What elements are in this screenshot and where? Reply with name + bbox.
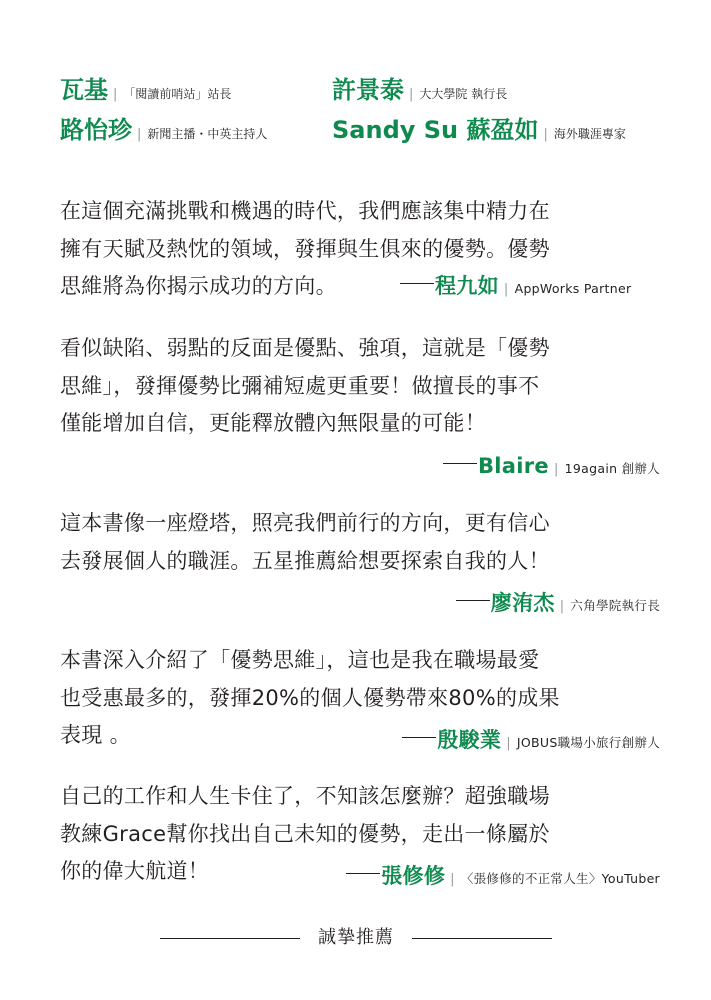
attribution [400,268,631,309]
testimonial [60,642,660,757]
dash-rule [443,463,477,464]
separator: | [559,599,565,614]
quote-line: 你的偉大航道！ [60,859,210,883]
separator: | [137,127,142,142]
endorser-name: 瓦基 [60,76,108,104]
quote-line: 思維」，發揮優勢比彌補短處更重要！做擅長的事不 [60,373,540,398]
footer [160,925,552,951]
attribution-role: 19again 創辦人 [564,461,660,476]
endorser-title: 大大學院 執行長 [419,87,508,101]
endorser-title: 新聞主播・中英主持人 [147,127,268,141]
endorser [60,70,231,105]
endorser-list [60,70,680,150]
endorser-row [60,70,680,110]
quote-line: 擁有天賦及熱忱的領域，發揮與生俱來的優勢。優勢 [60,236,550,261]
attribution-name: 程九如 [435,274,499,298]
attribution [346,858,660,899]
attribution [402,722,660,763]
dash-rule [346,873,380,874]
quote-line: 在這個充滿挑戰和機遇的時代，我們應該集中精力在 [60,199,550,223]
separator: | [450,872,455,887]
attribution-role: JOBUS職場小旅行創辦人 [516,735,660,750]
attribution [443,448,660,489]
attribution-role: AppWorks Partner [514,281,632,296]
separator: | [506,736,511,751]
quote-line: 僅能增加自信，更能釋放體內無限量的可能！ [60,411,486,435]
testimonial [60,505,660,625]
quote-line: 教練Grace幫你找出自己未知的優勢，走出一條屬於 [60,821,550,846]
separator: | [409,87,414,102]
attribution-name: Blaire [477,454,549,478]
attribution-role: 〈張修修的不正常人生〉YouTuber [460,871,660,886]
attribution-name: 張修修 [381,864,446,888]
endorser-title: 「閱讀前哨站」站長 [123,87,232,101]
attribution-name: 廖洧杰 [490,591,555,615]
testimonial [60,193,660,308]
quote-line: 看似缺陷、弱點的反面是優點、強項，這就是「優勢 [60,336,550,360]
attribution [456,585,660,626]
endorser-name: 許景泰 [332,76,404,104]
quote-line: 這本書像一座燈塔，照亮我們前行的方向，更有信心 [60,511,550,535]
quote-line: 自己的工作和人生卡住了，不知該怎麼辦？超強職場 [60,784,550,808]
quote-line: 思維將為你揭示成功的方向。 [60,274,337,298]
quote-line: 去發展個人的職涯。五星推薦給想要探索自我的人！ [60,548,550,573]
attribution-role: 六角學院執行長 [570,598,660,613]
testimonial [60,330,660,490]
quote-line: 本書深入介紹了「優勢思維」，這也是我在職場最愛 [60,648,540,672]
attribution-name: 殷駿業 [437,728,502,752]
footer-rule-right [412,938,552,939]
quote-line: 表現 。 [60,723,131,747]
dash-rule [456,600,490,601]
separator: | [553,462,559,477]
testimonial [60,778,660,893]
dash-rule [400,283,434,284]
endorser [332,110,626,145]
separator: | [113,87,118,102]
separator: | [503,282,509,297]
endorser-name: 路怡珍 [60,116,132,144]
dash-rule [402,737,436,738]
endorser-name: Sandy Su 蘇盈如 [332,116,539,144]
quote-line: 也受惠最多的，發揮20%的個人優勢帶來80%的成果 [60,685,560,710]
endorser [60,110,267,145]
endorser-row [60,110,680,150]
endorser [332,70,507,105]
endorser-title: 海外職涯專家 [553,127,626,141]
footer-title: 誠摯推薦 [318,927,394,948]
separator: | [543,127,548,142]
